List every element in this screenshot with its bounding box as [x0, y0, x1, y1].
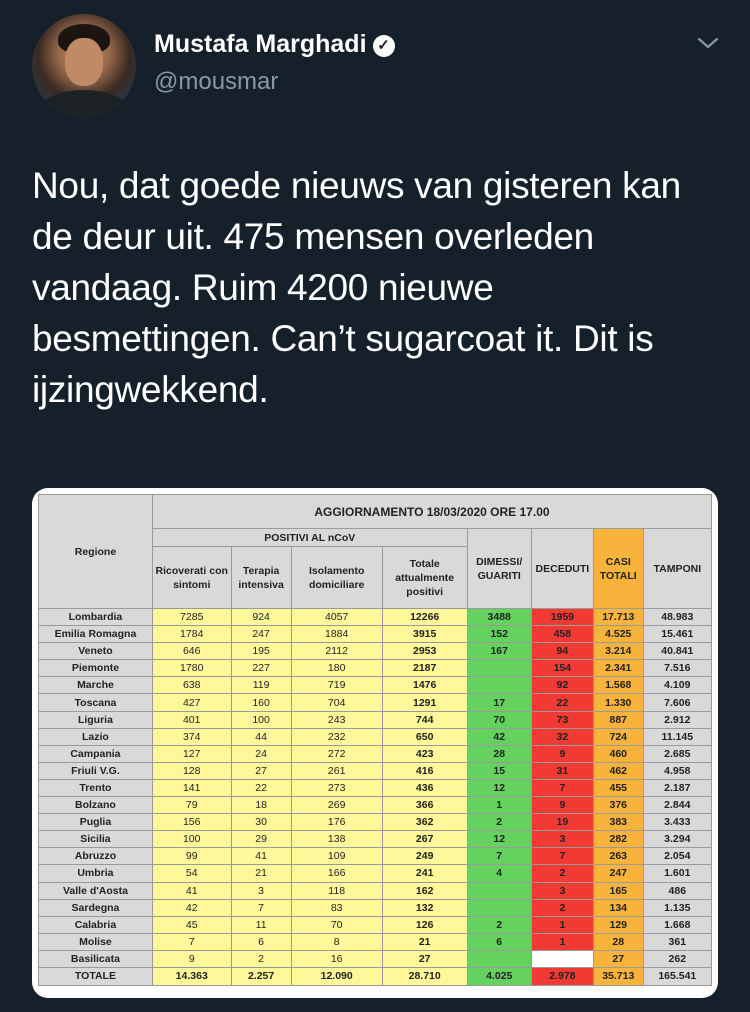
cell-ricoverati: 374 [152, 728, 231, 745]
table-row [39, 660, 712, 677]
total-casi-totali: 35.713 [593, 967, 643, 985]
cell-terapia: 160 [231, 694, 291, 711]
cell-isolamento: 16 [291, 950, 382, 967]
table-row [39, 694, 712, 711]
cell-deceduti: 9 [531, 797, 593, 814]
cell-isolamento: 2112 [291, 643, 382, 660]
cell-regione: Sicilia [39, 831, 153, 848]
cell-tamponi: 1.601 [643, 865, 711, 882]
cell-regione: Bolzano [39, 797, 153, 814]
cell-deceduti: 2 [531, 899, 593, 916]
cell-ricoverati: 128 [152, 762, 231, 779]
header-casi-totali: CASI TOTALI [593, 529, 643, 609]
cell-terapia: 247 [231, 626, 291, 643]
cell-ricoverati: 7 [152, 933, 231, 950]
covid-table [38, 494, 712, 986]
cell-ricoverati: 41 [152, 882, 231, 899]
cell-isolamento: 176 [291, 814, 382, 831]
cell-dimessi: 7 [467, 848, 531, 865]
cell-totale-positivi: 267 [382, 831, 467, 848]
cell-regione: Abruzzo [39, 848, 153, 865]
header-ricoverati: Ricoverati con sintomi [152, 547, 231, 609]
chevron-down-icon[interactable] [694, 34, 722, 54]
cell-dimessi [467, 899, 531, 916]
avatar-face [65, 38, 103, 86]
cell-regione: Umbria [39, 865, 153, 882]
cell-casi-totali: 383 [593, 814, 643, 831]
cell-tamponi: 262 [643, 950, 711, 967]
cell-terapia: 21 [231, 865, 291, 882]
cell-totale-positivi: 2187 [382, 660, 467, 677]
cell-totale-positivi: 362 [382, 814, 467, 831]
header-terapia: Terapia intensiva [231, 547, 291, 609]
table-body [39, 609, 712, 986]
cell-ricoverati: 427 [152, 694, 231, 711]
cell-casi-totali: 3.214 [593, 643, 643, 660]
cell-isolamento: 719 [291, 677, 382, 694]
header-dimessi: DIMESSI/ GUARITI [467, 529, 531, 609]
cell-deceduti: 458 [531, 626, 593, 643]
total-terapia: 2.257 [231, 967, 291, 985]
cell-casi-totali: 376 [593, 797, 643, 814]
cell-deceduti: 9 [531, 745, 593, 762]
total-dimessi: 4.025 [467, 967, 531, 985]
cell-totale-positivi: 1291 [382, 694, 467, 711]
cell-ricoverati: 54 [152, 865, 231, 882]
table-row [39, 831, 712, 848]
cell-regione: Piemonte [39, 660, 153, 677]
cell-isolamento: 704 [291, 694, 382, 711]
cell-deceduti: 3 [531, 831, 593, 848]
cell-ricoverati: 99 [152, 848, 231, 865]
cell-isolamento: 8 [291, 933, 382, 950]
cell-casi-totali: 4.525 [593, 626, 643, 643]
cell-terapia: 2 [231, 950, 291, 967]
cell-totale-positivi: 1476 [382, 677, 467, 694]
cell-terapia: 24 [231, 745, 291, 762]
cell-isolamento: 4057 [291, 609, 382, 626]
cell-terapia: 18 [231, 797, 291, 814]
cell-tamponi: 40.841 [643, 643, 711, 660]
cell-casi-totali: 27 [593, 950, 643, 967]
cell-regione: Lazio [39, 728, 153, 745]
cell-tamponi: 2.685 [643, 745, 711, 762]
cell-deceduti: 92 [531, 677, 593, 694]
cell-dimessi: 2 [467, 814, 531, 831]
cell-tamponi: 7.606 [643, 694, 711, 711]
cell-dimessi: 1 [467, 797, 531, 814]
cell-tamponi: 1.668 [643, 916, 711, 933]
verified-badge-icon: ✓ [373, 35, 395, 57]
cell-tamponi: 7.516 [643, 660, 711, 677]
cell-dimessi [467, 882, 531, 899]
total-isolamento: 12.090 [291, 967, 382, 985]
cell-isolamento: 180 [291, 660, 382, 677]
cell-totale-positivi: 162 [382, 882, 467, 899]
cell-tamponi: 15.461 [643, 626, 711, 643]
cell-dimessi [467, 677, 531, 694]
cell-casi-totali: 460 [593, 745, 643, 762]
cell-terapia: 29 [231, 831, 291, 848]
total-ricoverati: 14.363 [152, 967, 231, 985]
header-isolamento: Isolamento domiciliare [291, 547, 382, 609]
table-row [39, 814, 712, 831]
cell-deceduti: 1 [531, 933, 593, 950]
cell-isolamento: 118 [291, 882, 382, 899]
cell-totale-positivi: 27 [382, 950, 467, 967]
cell-casi-totali: 282 [593, 831, 643, 848]
cell-isolamento: 269 [291, 797, 382, 814]
cell-regione: Friuli V.G. [39, 762, 153, 779]
cell-dimessi: 2 [467, 916, 531, 933]
cell-isolamento: 261 [291, 762, 382, 779]
cell-isolamento: 138 [291, 831, 382, 848]
cell-totale-positivi: 416 [382, 762, 467, 779]
cell-terapia: 41 [231, 848, 291, 865]
cell-casi-totali: 165 [593, 882, 643, 899]
cell-casi-totali: 17.713 [593, 609, 643, 626]
tweet-image[interactable] [32, 488, 718, 998]
table-row [39, 677, 712, 694]
cell-deceduti [531, 950, 593, 967]
avatar-shoulders [40, 90, 128, 118]
cell-dimessi [467, 660, 531, 677]
cell-deceduti: 22 [531, 694, 593, 711]
cell-tamponi: 48.983 [643, 609, 711, 626]
cell-totale-positivi: 744 [382, 711, 467, 728]
cell-deceduti: 1 [531, 916, 593, 933]
cell-isolamento: 1884 [291, 626, 382, 643]
cell-deceduti: 31 [531, 762, 593, 779]
cell-tamponi: 2.912 [643, 711, 711, 728]
cell-dimessi: 70 [467, 711, 531, 728]
cell-ricoverati: 1784 [152, 626, 231, 643]
cell-regione: Emilia Romagna [39, 626, 153, 643]
cell-regione: Lombardia [39, 609, 153, 626]
cell-casi-totali: 462 [593, 762, 643, 779]
header-tamponi: TAMPONI [643, 529, 711, 609]
cell-terapia: 44 [231, 728, 291, 745]
cell-ricoverati: 100 [152, 831, 231, 848]
author-name-row[interactable] [154, 30, 395, 59]
table-row [39, 916, 712, 933]
cell-ricoverati: 9 [152, 950, 231, 967]
cell-ricoverati: 401 [152, 711, 231, 728]
cell-casi-totali: 263 [593, 848, 643, 865]
cell-tamponi: 4.109 [643, 677, 711, 694]
cell-terapia: 119 [231, 677, 291, 694]
cell-isolamento: 273 [291, 779, 382, 796]
tweet-text: Nou, dat goede nieuws van gisteren kan de deur uit. 475 mensen overleden vandaag. Ruim 4200 nieuwe besmettingen. Can’t sugarcoat it. Dit is ijzingwekkend. [32, 165, 681, 410]
cell-casi-totali: 134 [593, 899, 643, 916]
cell-terapia: 924 [231, 609, 291, 626]
cell-casi-totali: 1.330 [593, 694, 643, 711]
cell-regione: Toscana [39, 694, 153, 711]
cell-dimessi: 42 [467, 728, 531, 745]
cell-isolamento: 272 [291, 745, 382, 762]
cell-ricoverati: 141 [152, 779, 231, 796]
cell-ricoverati: 127 [152, 745, 231, 762]
table-total-row [39, 967, 712, 985]
cell-terapia: 11 [231, 916, 291, 933]
table-title: AGGIORNAMENTO 18/03/2020 ORE 17.00 [152, 495, 711, 529]
tweet-header [32, 14, 722, 118]
total-regione: TOTALE [39, 967, 153, 985]
cell-regione: Puglia [39, 814, 153, 831]
author-name[interactable]: Mustafa Marghadi [154, 30, 367, 58]
cell-deceduti: 154 [531, 660, 593, 677]
cell-regione: Valle d'Aosta [39, 882, 153, 899]
cell-terapia: 22 [231, 779, 291, 796]
cell-totale-positivi: 650 [382, 728, 467, 745]
cell-isolamento: 70 [291, 916, 382, 933]
cell-dimessi: 12 [467, 779, 531, 796]
table-row [39, 745, 712, 762]
total-tamponi: 165.541 [643, 967, 711, 985]
total-deceduti: 2.978 [531, 967, 593, 985]
cell-casi-totali: 28 [593, 933, 643, 950]
cell-totale-positivi: 249 [382, 848, 467, 865]
table-row [39, 779, 712, 796]
table-row [39, 626, 712, 643]
cell-tamponi: 2.187 [643, 779, 711, 796]
cell-casi-totali: 129 [593, 916, 643, 933]
cell-dimessi: 28 [467, 745, 531, 762]
author-handle[interactable]: @mousmar [154, 68, 279, 95]
cell-regione: Trento [39, 779, 153, 796]
cell-regione: Calabria [39, 916, 153, 933]
cell-deceduti: 94 [531, 643, 593, 660]
cell-dimessi [467, 950, 531, 967]
cell-terapia: 30 [231, 814, 291, 831]
header-positivi: POSITIVI AL nCoV [152, 529, 467, 547]
cell-totale-positivi: 436 [382, 779, 467, 796]
cell-ricoverati: 638 [152, 677, 231, 694]
cell-isolamento: 232 [291, 728, 382, 745]
cell-terapia: 6 [231, 933, 291, 950]
cell-tamponi: 2.054 [643, 848, 711, 865]
cell-totale-positivi: 241 [382, 865, 467, 882]
cell-deceduti: 2 [531, 865, 593, 882]
cell-tamponi: 3.294 [643, 831, 711, 848]
cell-casi-totali: 2.341 [593, 660, 643, 677]
table-row [39, 899, 712, 916]
cell-ricoverati: 7285 [152, 609, 231, 626]
cell-dimessi: 12 [467, 831, 531, 848]
cell-tamponi: 3.433 [643, 814, 711, 831]
cell-deceduti: 7 [531, 779, 593, 796]
cell-tamponi: 361 [643, 933, 711, 950]
cell-regione: Sardegna [39, 899, 153, 916]
cell-tamponi: 2.844 [643, 797, 711, 814]
cell-deceduti: 7 [531, 848, 593, 865]
table-row [39, 643, 712, 660]
cell-regione: Basilicata [39, 950, 153, 967]
header-deceduti: DECEDUTI [531, 529, 593, 609]
cell-dimessi: 6 [467, 933, 531, 950]
table-row [39, 609, 712, 626]
avatar[interactable] [32, 14, 136, 118]
cell-ricoverati: 156 [152, 814, 231, 831]
cell-deceduti: 3 [531, 882, 593, 899]
table-row [39, 797, 712, 814]
cell-ricoverati: 1780 [152, 660, 231, 677]
cell-dimessi: 4 [467, 865, 531, 882]
cell-dimessi: 3488 [467, 609, 531, 626]
table-row [39, 882, 712, 899]
cell-regione: Molise [39, 933, 153, 950]
cell-dimessi: 15 [467, 762, 531, 779]
cell-ricoverati: 45 [152, 916, 231, 933]
cell-terapia: 3 [231, 882, 291, 899]
cell-terapia: 195 [231, 643, 291, 660]
table-row [39, 950, 712, 967]
table-row [39, 933, 712, 950]
cell-totale-positivi: 423 [382, 745, 467, 762]
cell-ricoverati: 42 [152, 899, 231, 916]
cell-tamponi: 1.135 [643, 899, 711, 916]
table-row [39, 848, 712, 865]
cell-deceduti: 73 [531, 711, 593, 728]
total-totale-positivi: 28.710 [382, 967, 467, 985]
header-regione: Regione [39, 495, 153, 609]
cell-isolamento: 83 [291, 899, 382, 916]
cell-deceduti: 32 [531, 728, 593, 745]
cell-regione: Marche [39, 677, 153, 694]
cell-totale-positivi: 132 [382, 899, 467, 916]
cell-tamponi: 4.958 [643, 762, 711, 779]
cell-regione: Liguria [39, 711, 153, 728]
cell-dimessi: 167 [467, 643, 531, 660]
cell-casi-totali: 247 [593, 865, 643, 882]
cell-dimessi: 17 [467, 694, 531, 711]
table-row [39, 728, 712, 745]
cell-totale-positivi: 2953 [382, 643, 467, 660]
cell-totale-positivi: 21 [382, 933, 467, 950]
cell-deceduti: 1959 [531, 609, 593, 626]
cell-totale-positivi: 126 [382, 916, 467, 933]
table-row [39, 762, 712, 779]
cell-terapia: 27 [231, 762, 291, 779]
cell-casi-totali: 1.568 [593, 677, 643, 694]
cell-deceduti: 19 [531, 814, 593, 831]
cell-tamponi: 486 [643, 882, 711, 899]
table-row [39, 711, 712, 728]
cell-ricoverati: 79 [152, 797, 231, 814]
cell-casi-totali: 887 [593, 711, 643, 728]
cell-isolamento: 243 [291, 711, 382, 728]
cell-terapia: 7 [231, 899, 291, 916]
cell-tamponi: 11.145 [643, 728, 711, 745]
cell-dimessi: 152 [467, 626, 531, 643]
cell-terapia: 227 [231, 660, 291, 677]
cell-isolamento: 109 [291, 848, 382, 865]
cell-isolamento: 166 [291, 865, 382, 882]
table-row [39, 865, 712, 882]
cell-regione: Veneto [39, 643, 153, 660]
cell-totale-positivi: 12266 [382, 609, 467, 626]
cell-terapia: 100 [231, 711, 291, 728]
cell-regione: Campania [39, 745, 153, 762]
cell-ricoverati: 646 [152, 643, 231, 660]
divider [0, 1008, 750, 1012]
cell-casi-totali: 724 [593, 728, 643, 745]
cell-totale-positivi: 3915 [382, 626, 467, 643]
header-totale-positivi: Totale attualmente positivi [382, 547, 467, 609]
cell-casi-totali: 455 [593, 779, 643, 796]
cell-totale-positivi: 366 [382, 797, 467, 814]
